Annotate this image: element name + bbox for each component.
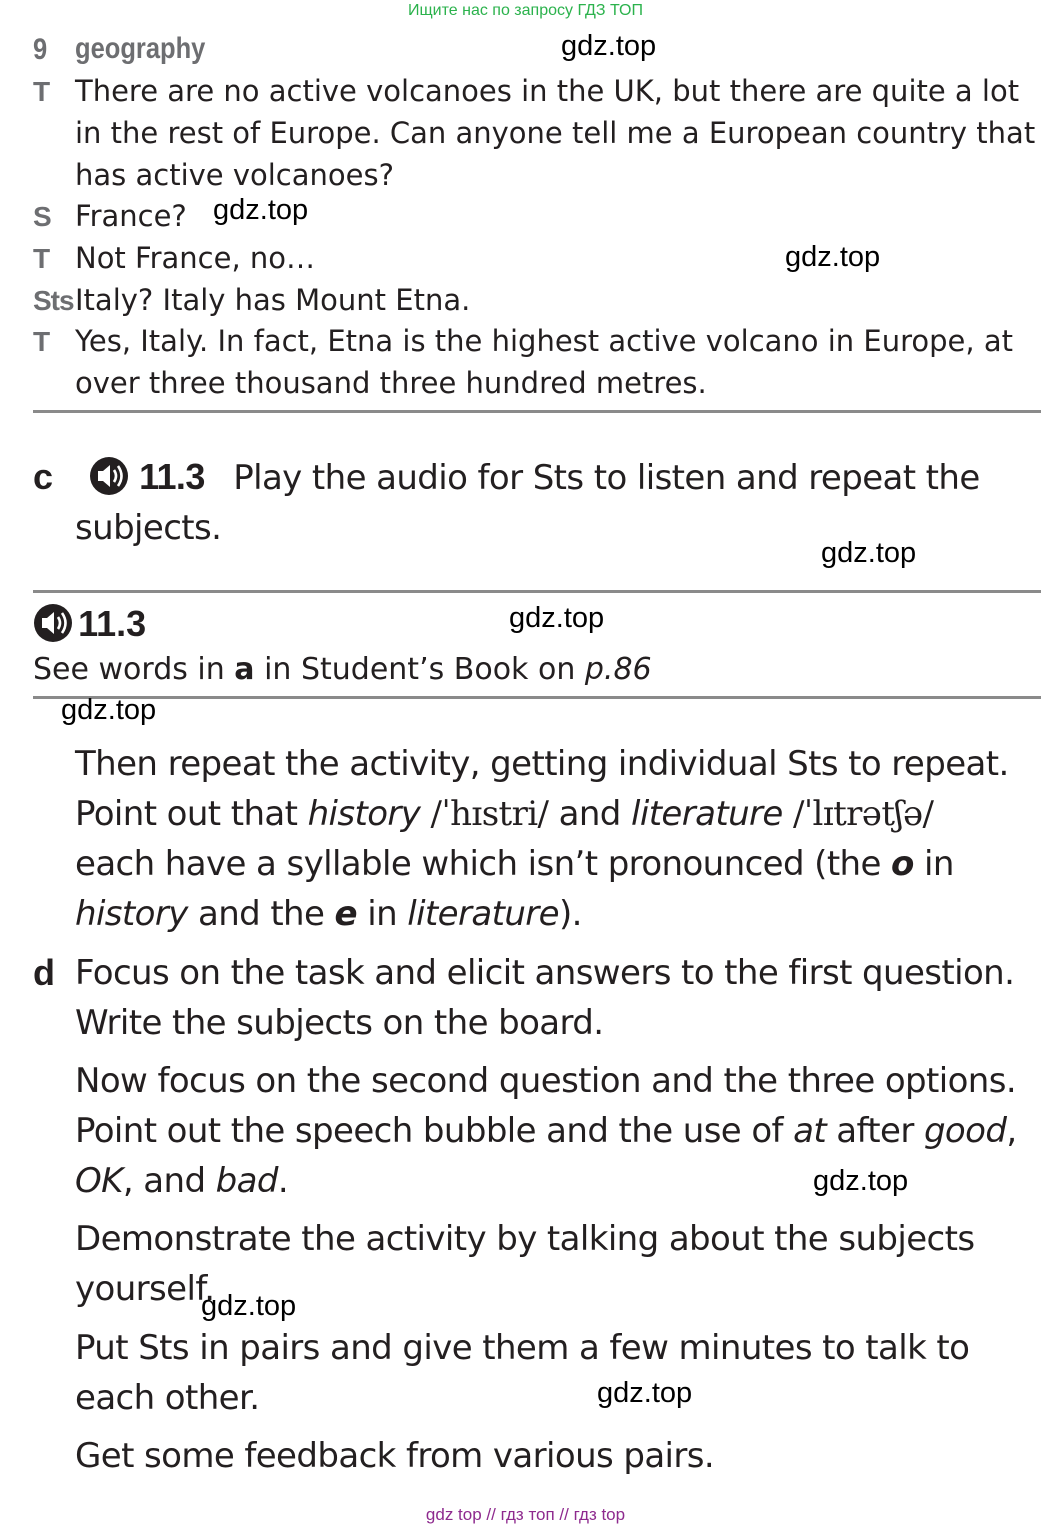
- dialogue-line: There are no active volcanoes in the UK, but there are quite a lot: [75, 74, 1020, 108]
- subject-heading: geography: [75, 32, 206, 65]
- dialogue-heading: [33, 28, 206, 71]
- section-d-line: Now focus on the second question and the three options.: [75, 1061, 1017, 1101]
- para-line: Point out that history /ˈhɪstri/ and literature /ˈlɪtrətʃə/: [75, 794, 934, 834]
- footer-watermark: gdz top // гдз топ // гдз top: [425, 1505, 626, 1524]
- watermark: gdz.top: [509, 602, 605, 634]
- audio-speaker-icon[interactable]: [89, 456, 129, 496]
- speaker-label: S: [33, 201, 52, 232]
- section-d-line: Get some feedback from various pairs.: [75, 1436, 715, 1476]
- watermark: gdz.top: [813, 1165, 909, 1197]
- section-c-line2: subjects.: [75, 508, 222, 548]
- dialogue-line: France?: [75, 199, 187, 233]
- section-d-line: Focus on the task and elicit answers to the first question.: [75, 953, 1015, 993]
- divider: [33, 696, 1041, 699]
- section-letter-c: c: [33, 456, 53, 497]
- section-d-line: each other.: [75, 1378, 260, 1418]
- divider: [33, 590, 1041, 593]
- watermark: gdz.top: [201, 1290, 297, 1322]
- audio-speaker-icon[interactable]: [33, 603, 73, 643]
- watermark: gdz.top: [785, 241, 881, 273]
- watermark: gdz.top: [213, 194, 309, 226]
- section-c-text: Play the audio for Sts to listen and repeat the: [233, 458, 980, 498]
- speaker-label: T: [33, 76, 51, 107]
- audio-box-heading: [33, 600, 146, 655]
- para-line: each have a syllable which isn’t pronounced (the o in: [75, 844, 954, 884]
- item-number: 9: [33, 33, 48, 66]
- top-banner: Ищите нас по запросу ГДЗ ТОП: [408, 2, 643, 19]
- speaker-label: Sts: [33, 285, 74, 316]
- section-d-line: Point out the speech bubble and the use of at after good,: [75, 1111, 1017, 1151]
- section-c-line1: [33, 452, 980, 503]
- audio-box-reference: See words in a in Student’s Book on p.86: [33, 652, 652, 687]
- watermark: gdz.top: [821, 537, 917, 569]
- divider: [33, 410, 1041, 413]
- dialogue-line: Italy? Italy has Mount Etna.: [75, 283, 471, 317]
- watermark: gdz.top: [597, 1377, 693, 1409]
- section-d-line: yourself.: [75, 1269, 215, 1309]
- dialogue-line: Yes, Italy. In fact, Etna is the highest active volcano in Europe, at: [75, 324, 1013, 358]
- dialogue-line: in the rest of Europe. Can anyone tell me a European country that: [75, 116, 1036, 150]
- speaker-label: T: [33, 326, 51, 357]
- section-d-line: Write the subjects on the board.: [75, 1003, 604, 1043]
- audio-track-number: 11.3: [78, 603, 147, 644]
- para-line: history and the e in literature).: [75, 894, 582, 934]
- dialogue-line: over three thousand three hundred metres.: [75, 366, 707, 400]
- watermark: gdz.top: [561, 30, 657, 62]
- section-d-line: OK, and bad.: [75, 1161, 289, 1201]
- dialogue-line: Not France, no…: [75, 241, 316, 275]
- para-line: Then repeat the activity, getting individual Sts to repeat.: [75, 744, 1009, 784]
- section-d-line: Demonstrate the activity by talking about the subjects: [75, 1219, 975, 1259]
- speaker-label: T: [33, 243, 51, 274]
- track-number: 11.3: [139, 456, 205, 497]
- watermark: gdz.top: [61, 694, 157, 726]
- dialogue-line: has active volcanoes?: [75, 158, 394, 192]
- section-letter-d: d: [33, 952, 55, 993]
- section-d-line: Put Sts in pairs and give them a few minutes to talk to: [75, 1328, 970, 1368]
